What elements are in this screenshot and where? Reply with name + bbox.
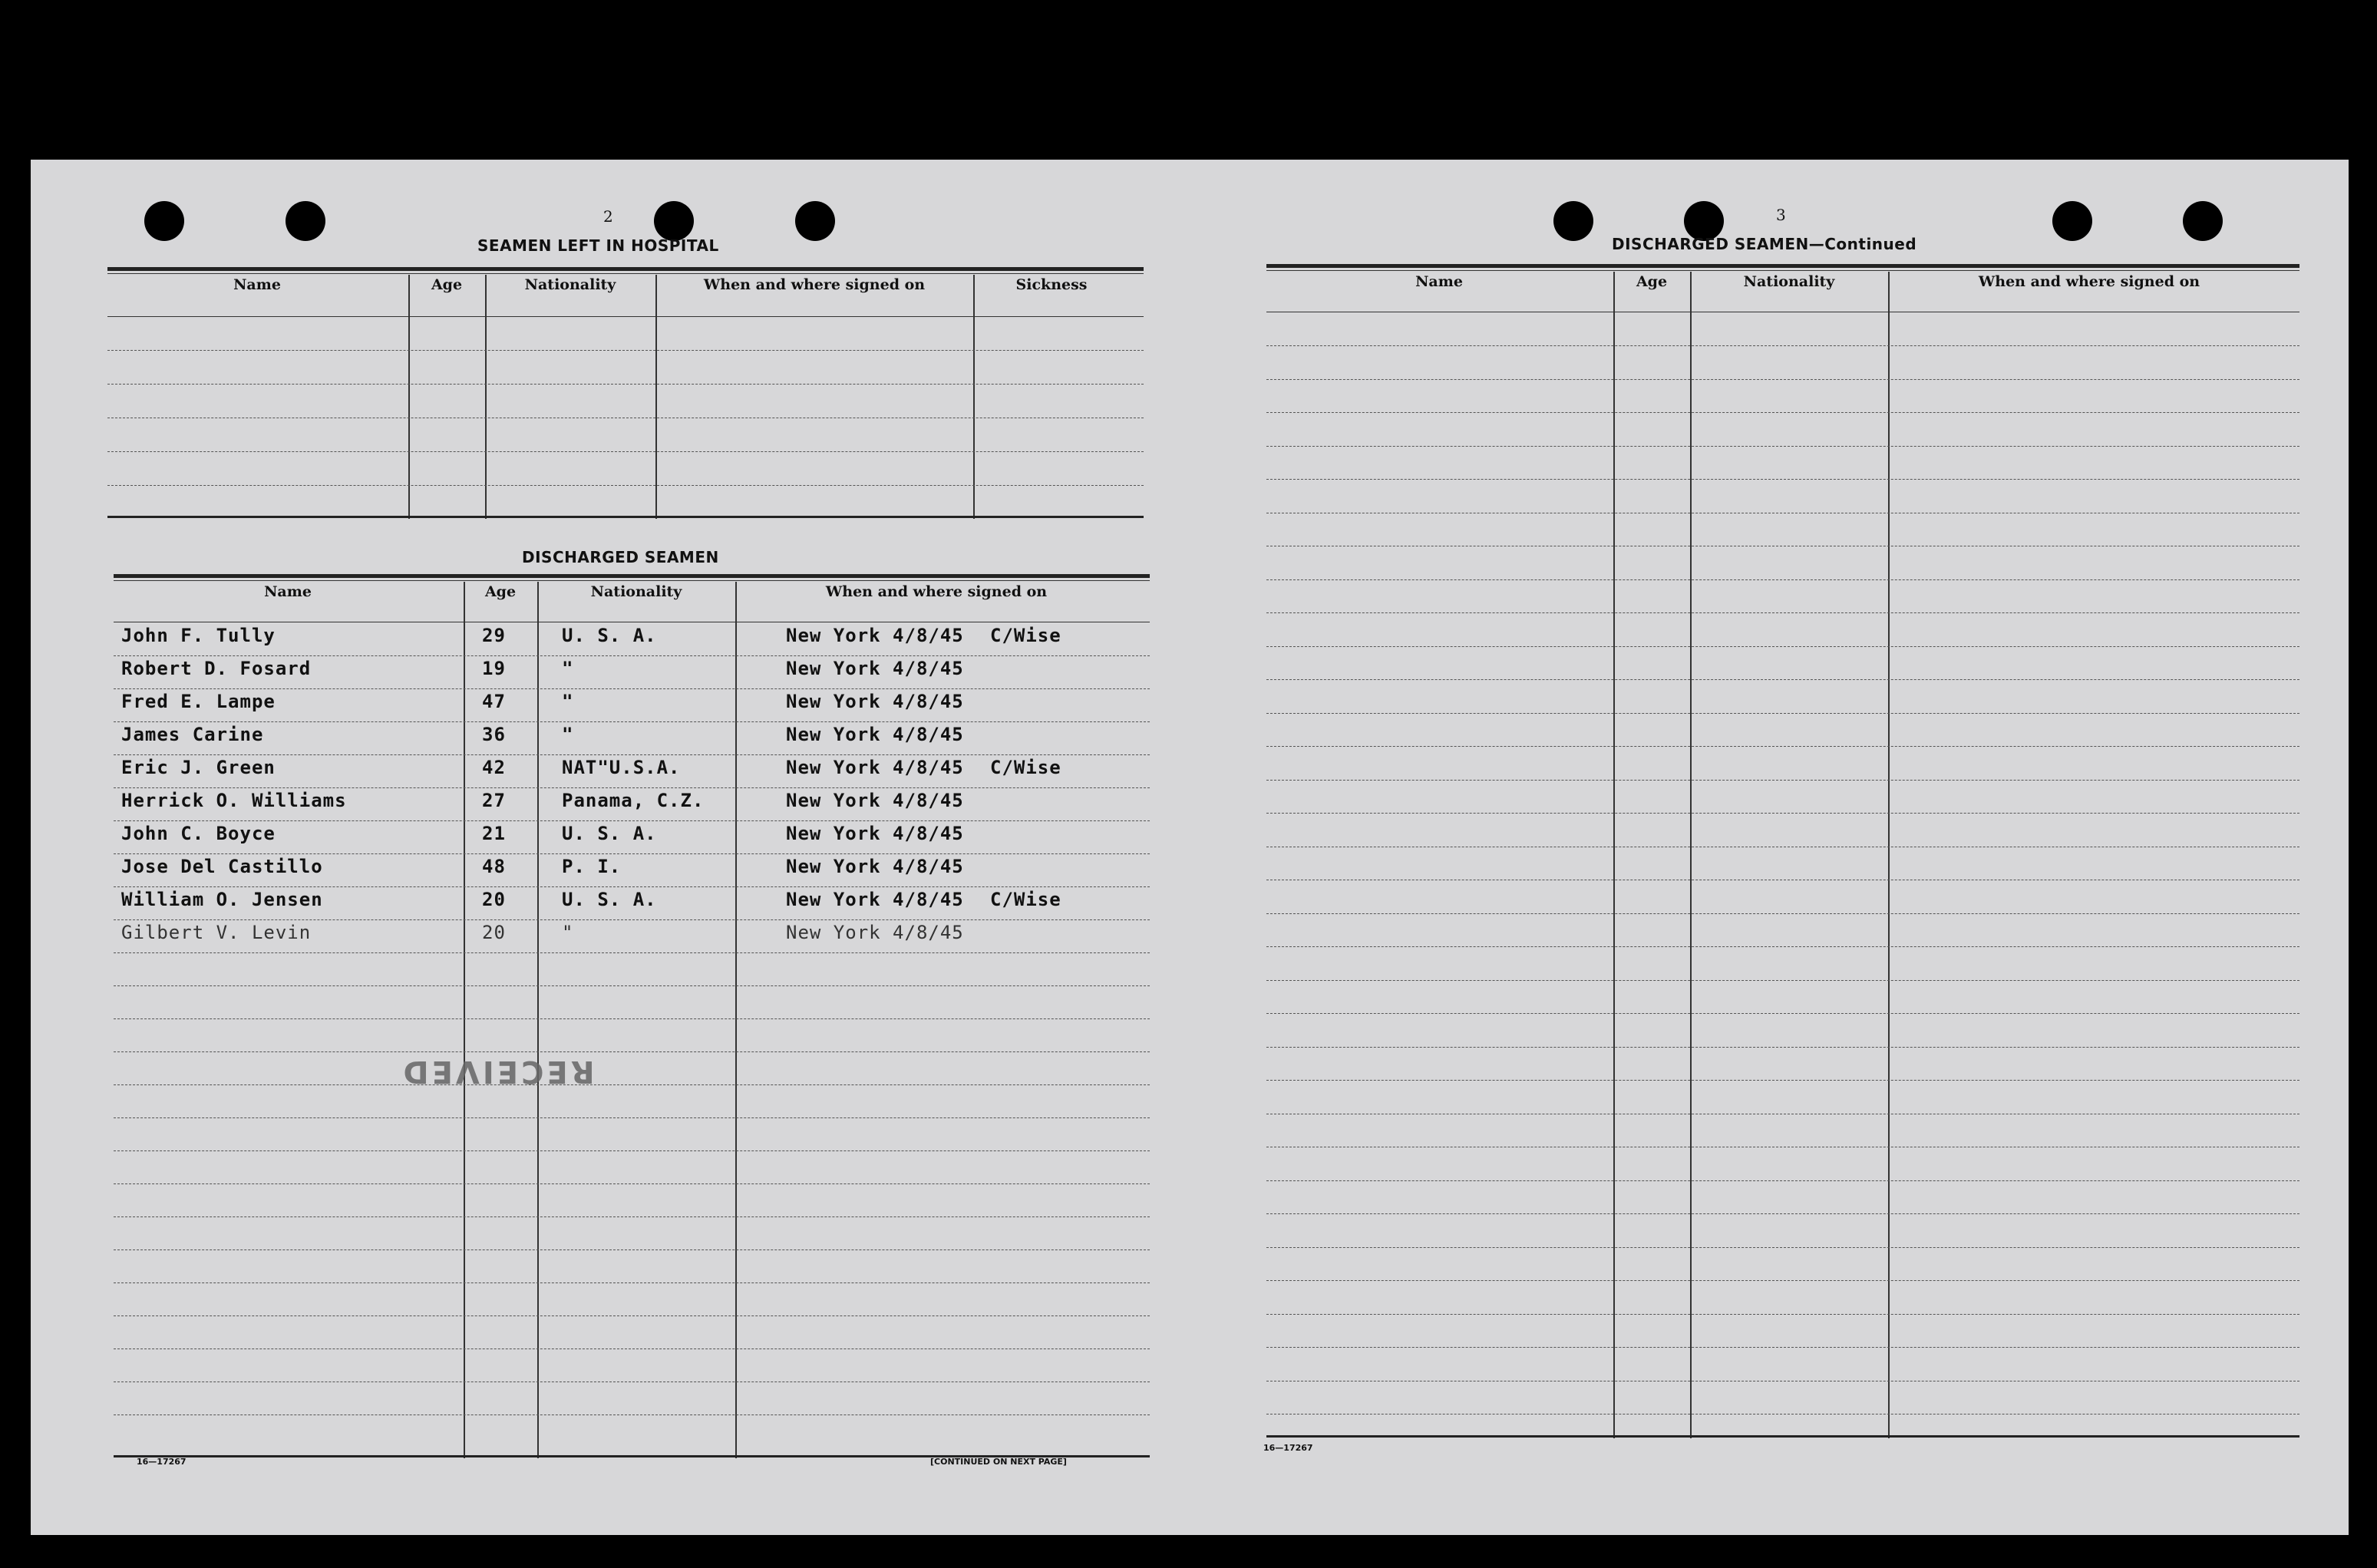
ruled-line (114, 787, 1150, 788)
hospital-table (107, 267, 1144, 520)
ruled-line (114, 688, 1150, 689)
row-nationality: Panama, C.Z. (562, 790, 705, 811)
ruled-line (1266, 1414, 2299, 1415)
ruled-line (114, 721, 1150, 722)
col-header-age: Age (1636, 273, 1668, 290)
right-page (1190, 160, 2349, 1535)
ruled-line (1266, 813, 2299, 814)
col-header-name: Name (233, 276, 281, 293)
ruled-line (114, 1348, 1150, 1349)
ruled-line (1266, 446, 2299, 447)
discharged-table (114, 574, 1150, 1458)
row-name: Gilbert V. Levin (121, 922, 312, 943)
ruled-line (114, 1051, 1150, 1052)
row-nationality: " (562, 658, 574, 679)
row-name: James Carine (121, 724, 264, 745)
ruled-line (1266, 679, 2299, 680)
ruled-line (114, 1150, 1150, 1151)
ruled-line (114, 1018, 1150, 1019)
col-header-name: Name (1415, 273, 1463, 290)
ruled-line (1266, 646, 2299, 647)
ruled-line (114, 754, 1150, 755)
ruled-line (114, 1381, 1150, 1382)
punch-hole (144, 201, 184, 241)
discharged-continued-table (1266, 264, 2299, 1438)
left-page (31, 160, 1190, 1535)
ruled-line (114, 1216, 1150, 1217)
ruled-line (1266, 1013, 2299, 1014)
col-header-nationality: Nationality (524, 276, 616, 293)
ruled-line (1266, 913, 2299, 914)
row-signed-on: New York 4/8/45 (786, 856, 964, 877)
punch-hole (795, 201, 835, 241)
row-name: John F. Tully (121, 625, 276, 646)
ruled-line (114, 1249, 1150, 1250)
row-age: 27 (482, 790, 506, 811)
row-name: Eric J. Green (121, 757, 276, 778)
row-signed-on: New York 4/8/45 (786, 757, 964, 778)
row-signed-on: New York 4/8/45 (786, 625, 964, 646)
ruled-line (114, 1315, 1150, 1316)
row-name: William O. Jensen (121, 889, 323, 910)
row-age: 20 (482, 889, 506, 910)
received-stamp: RECEIVED (400, 1054, 595, 1089)
col-header-signed-on: When and where signed on (825, 583, 1048, 600)
row-name: Fred E. Lampe (121, 691, 276, 712)
hospital-section-title: SEAMEN LEFT IN HOSPITAL (477, 236, 719, 255)
row-signed-on: New York 4/8/45 (786, 889, 964, 910)
discharged-section-title: DISCHARGED SEAMEN (522, 548, 719, 566)
row-signed-on: New York 4/8/45 (786, 724, 964, 745)
row-note: C/Wise (990, 757, 1061, 778)
row-age: 19 (482, 658, 506, 679)
row-nationality: U. S. A. (562, 889, 657, 910)
row-nationality: " (562, 724, 574, 745)
col-header-name: Name (264, 583, 312, 600)
col-header-age: Age (484, 583, 517, 600)
row-nationality: " (562, 691, 574, 712)
ruled-line (1266, 946, 2299, 947)
ruled-line (1266, 612, 2299, 613)
ruled-line (1266, 713, 2299, 714)
ruled-line (1266, 412, 2299, 413)
ruled-line (1266, 579, 2299, 580)
punch-hole (2183, 201, 2223, 241)
row-signed-on: New York 4/8/45 (786, 790, 964, 811)
row-name: Herrick O. Williams (121, 790, 347, 811)
discharged-continued-title: DISCHARGED SEAMEN—Continued (1612, 235, 1917, 253)
ruled-line (114, 655, 1150, 656)
page-number: 3 (1776, 206, 1786, 224)
col-header-age: Age (431, 276, 463, 293)
row-nationality: U. S. A. (562, 625, 657, 646)
ruled-line (1266, 1280, 2299, 1281)
col-header-signed-on: When and where signed on (703, 276, 926, 293)
row-name: John C. Boyce (121, 823, 276, 844)
ruled-line (1266, 1314, 2299, 1315)
ruled-line (1266, 1180, 2299, 1181)
row-age: 21 (482, 823, 506, 844)
ruled-line (1266, 780, 2299, 781)
row-name: Robert D. Fosard (121, 658, 312, 679)
row-nationality: " (562, 922, 574, 943)
row-age: 47 (482, 691, 506, 712)
punch-hole (2052, 201, 2092, 241)
ruled-line (1266, 746, 2299, 747)
row-signed-on: New York 4/8/45 (786, 922, 964, 943)
punch-hole (1553, 201, 1593, 241)
document-sheet (31, 160, 2349, 1535)
form-number: 16—17267 (137, 1457, 187, 1467)
row-signed-on: New York 4/8/45 (786, 691, 964, 712)
ruled-line (114, 1084, 1150, 1085)
ruled-line (114, 952, 1150, 953)
row-name: Jose Del Castillo (121, 856, 323, 877)
ruled-line (1266, 1047, 2299, 1048)
ruled-line (114, 886, 1150, 887)
ruled-line (114, 919, 1150, 920)
row-age: 20 (482, 922, 506, 943)
col-header-nationality: Nationality (1743, 273, 1835, 290)
row-age: 36 (482, 724, 506, 745)
punch-hole (286, 201, 325, 241)
ruled-line (1266, 1247, 2299, 1248)
row-note: C/Wise (990, 889, 1061, 910)
row-age: 48 (482, 856, 506, 877)
punch-hole (654, 201, 694, 241)
row-age: 29 (482, 625, 506, 646)
ruled-line (1266, 479, 2299, 480)
ruled-line (1266, 980, 2299, 981)
row-nationality: P. I. (562, 856, 622, 877)
ruled-line (1266, 1080, 2299, 1081)
ruled-line (114, 985, 1150, 986)
ruled-line (114, 1117, 1150, 1118)
continued-note: [CONTINUED ON NEXT PAGE] (930, 1457, 1067, 1467)
form-number: 16—17267 (1263, 1443, 1313, 1453)
page-number: 2 (603, 207, 613, 226)
ruled-line (1266, 1347, 2299, 1348)
ruled-line (1266, 1213, 2299, 1214)
col-header-signed-on: When and where signed on (1978, 273, 2200, 290)
row-age: 42 (482, 757, 506, 778)
row-nationality: NAT"U.S.A. (562, 757, 681, 778)
row-nationality: U. S. A. (562, 823, 657, 844)
row-signed-on: New York 4/8/45 (786, 658, 964, 679)
ruled-line (114, 853, 1150, 854)
ruled-line (1266, 345, 2299, 346)
ruled-line (114, 1282, 1150, 1283)
ruled-line (114, 1183, 1150, 1184)
col-header-nationality: Nationality (590, 583, 682, 600)
ruled-line (114, 820, 1150, 821)
row-note: C/Wise (990, 625, 1061, 646)
row-signed-on: New York 4/8/45 (786, 823, 964, 844)
col-header-sickness: Sickness (1015, 276, 1088, 293)
ruled-line (1266, 379, 2299, 380)
